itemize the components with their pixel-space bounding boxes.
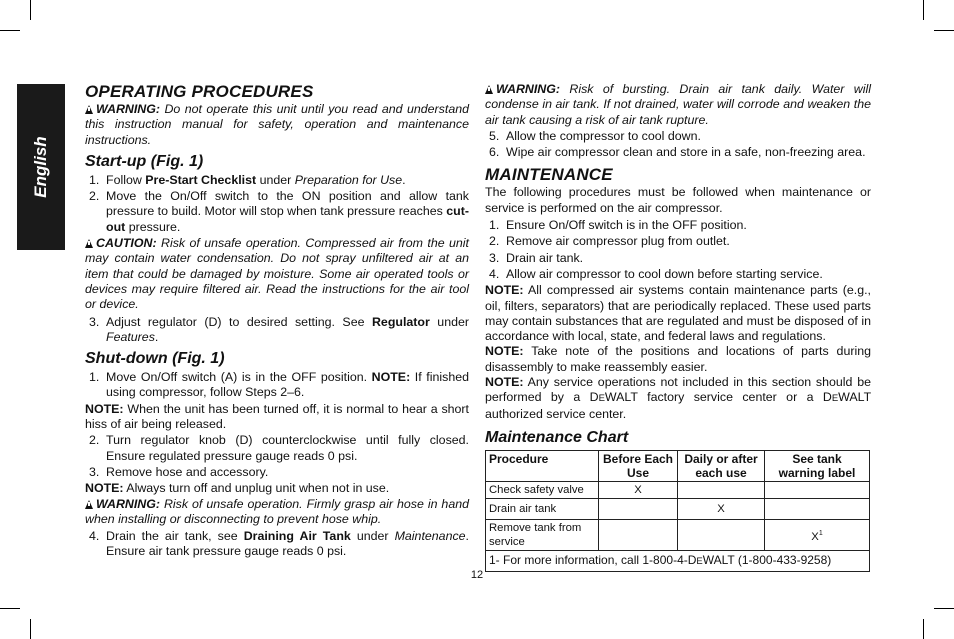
shutdown-steps-2 bbox=[85, 433, 469, 480]
heading-shutdown: Shut-down (Fig. 1) bbox=[85, 350, 225, 368]
table-row bbox=[486, 519, 870, 550]
maintenance-table bbox=[485, 450, 870, 572]
note-positions: NOTE: Take note of the positions and locations of parts during disassembly to make reassembly easier. bbox=[485, 344, 871, 374]
maintenance-intro: The following procedures must be followed when maintenance or service is performed on the air compressor. bbox=[485, 185, 871, 215]
table-cell: X bbox=[678, 498, 765, 519]
warning-bursting: WARNING: Risk of bursting. Drain air tank daily. Water will condense in air tank. If not drained, water will corrode and weaken the air tank causing a risk of air tank rupture. bbox=[485, 82, 871, 127]
table-row bbox=[486, 481, 870, 498]
crop-mark bbox=[934, 608, 954, 609]
crop-mark bbox=[0, 608, 20, 609]
maintenance-steps bbox=[485, 218, 871, 282]
crop-mark bbox=[30, 619, 31, 639]
warning-triangle-icon bbox=[85, 500, 93, 509]
table-header: Daily or after each use bbox=[678, 450, 765, 481]
section-title-maintenance: MAINTENANCE bbox=[485, 165, 613, 185]
shutdown-steps-3 bbox=[85, 529, 469, 560]
list-item: 4. Allow air compressor to cool down before starting service. bbox=[489, 266, 823, 281]
table-cell bbox=[678, 519, 765, 550]
table-header-row bbox=[486, 450, 870, 481]
list-item: 1. Ensure On/Off switch is in the OFF position. bbox=[489, 218, 747, 233]
crop-mark bbox=[923, 619, 924, 639]
list-item: 1. Follow Pre-Start Checklist under Preparation for Use. bbox=[89, 172, 406, 187]
table-cell: $X^1$ bbox=[765, 519, 870, 550]
left-column bbox=[85, 82, 469, 561]
table-cell bbox=[599, 519, 678, 550]
section-title-operating: OPERATING PROCEDURES bbox=[85, 82, 314, 101]
note-parts: NOTE: All compressed air systems contain maintenance parts (e.g., oil, filters, separators) that are periodically replaced. These used parts may contain substances that are regulated and must be disposed of in accordance with local, state, and federal laws and regulations. bbox=[485, 283, 871, 344]
crop-mark bbox=[934, 30, 954, 31]
table-cell bbox=[678, 481, 765, 498]
warning-triangle-icon bbox=[85, 105, 93, 114]
table-cell bbox=[765, 498, 870, 519]
table-row bbox=[486, 498, 870, 519]
note-service: NOTE: Any service operations not included in this section should be performed by a DEWALT factory service center or a DEWALT authorized service center. bbox=[485, 375, 871, 421]
list-item: 4. Drain the air tank, see Draining Air Tank under Maintenance. Ensure air tank pressure gauge reads 0 psi. bbox=[89, 529, 469, 559]
startup-steps-cont bbox=[85, 315, 469, 346]
table-cell: Check safety valve bbox=[486, 481, 599, 498]
heading-startup: Start-up (Fig. 1) bbox=[85, 152, 204, 170]
list-item: 5. Allow the compressor to cool down. bbox=[489, 128, 701, 143]
table-footnote: 1- For more information, call 1-800-4-DEWALT (1-800-433-9258) bbox=[486, 550, 870, 571]
table-header: Procedure bbox=[486, 450, 599, 481]
caution-condensation: CAUTION: Risk of unsafe operation. Compressed air from the unit may contain water condensation. Do not spray unfiltered air at an item that could be damaged by moisture. Some air operated tools or devices may require filtered air. Read the instructions for the air tool or device. bbox=[85, 236, 469, 312]
startup-steps bbox=[85, 173, 469, 235]
list-item: 3. Adjust regulator (D) to desired setting. See Regulator under Features. bbox=[89, 314, 469, 344]
list-item: 3. Remove hose and accessory. bbox=[89, 464, 269, 479]
language-tab bbox=[17, 84, 65, 250]
crop-mark bbox=[30, 0, 31, 20]
right-column bbox=[485, 82, 871, 572]
note-unplug: NOTE: Always turn off and unplug unit when not in use. bbox=[85, 481, 390, 496]
language-tab-label: English bbox=[31, 136, 50, 198]
list-item: 2. Remove air compressor plug from outlet. bbox=[489, 234, 730, 249]
table-cell bbox=[599, 498, 678, 519]
warning-operate: WARNING: Do not operate this unit until you read and understand this instruction manual for safety, operation and maintenance instructions. bbox=[85, 102, 469, 147]
warning-triangle-icon bbox=[485, 85, 493, 94]
warning-triangle-icon bbox=[85, 239, 93, 248]
shutdown-steps bbox=[85, 370, 469, 401]
list-item: 2. Move the On/Off switch to the ON position and allow tank pressure to build. Motor will stop when tank pressure reaches cut-out pressure. bbox=[89, 189, 469, 234]
table-cell bbox=[765, 481, 870, 498]
shutdown-steps-4 bbox=[485, 129, 871, 161]
table-header: Before Each Use bbox=[599, 450, 678, 481]
list-item: 6. Wipe air compressor clean and store in a safe, non-freezing area. bbox=[489, 145, 866, 160]
note-hiss: NOTE: When the unit has been turned off, it is normal to hear a short hiss of air being released. bbox=[85, 401, 469, 432]
list-item: 3. Drain air tank. bbox=[489, 250, 584, 265]
crop-mark bbox=[923, 0, 924, 20]
list-item: 2. Turn regulator knob (D) counterclockwise until fully closed. Ensure regulated pressure gauge reads 0 psi. bbox=[89, 433, 469, 463]
page-number: 12 bbox=[470, 569, 484, 581]
table-header: See tank warning label bbox=[765, 450, 870, 481]
list-item: 1. Move On/Off switch (A) is in the OFF position. NOTE: If finished using compressor, follow Steps 2–6. bbox=[89, 370, 469, 400]
heading-maintenance-chart: Maintenance Chart bbox=[485, 428, 629, 446]
table-cell: X bbox=[599, 481, 678, 498]
crop-mark bbox=[0, 30, 20, 31]
warning-hose-whip: WARNING: Risk of unsafe operation. Firmly grasp air hose in hand when installing or disconnecting to prevent hose whip. bbox=[85, 496, 469, 526]
table-cell: Drain air tank bbox=[486, 498, 599, 519]
table-cell: Remove tank from service bbox=[486, 519, 599, 550]
